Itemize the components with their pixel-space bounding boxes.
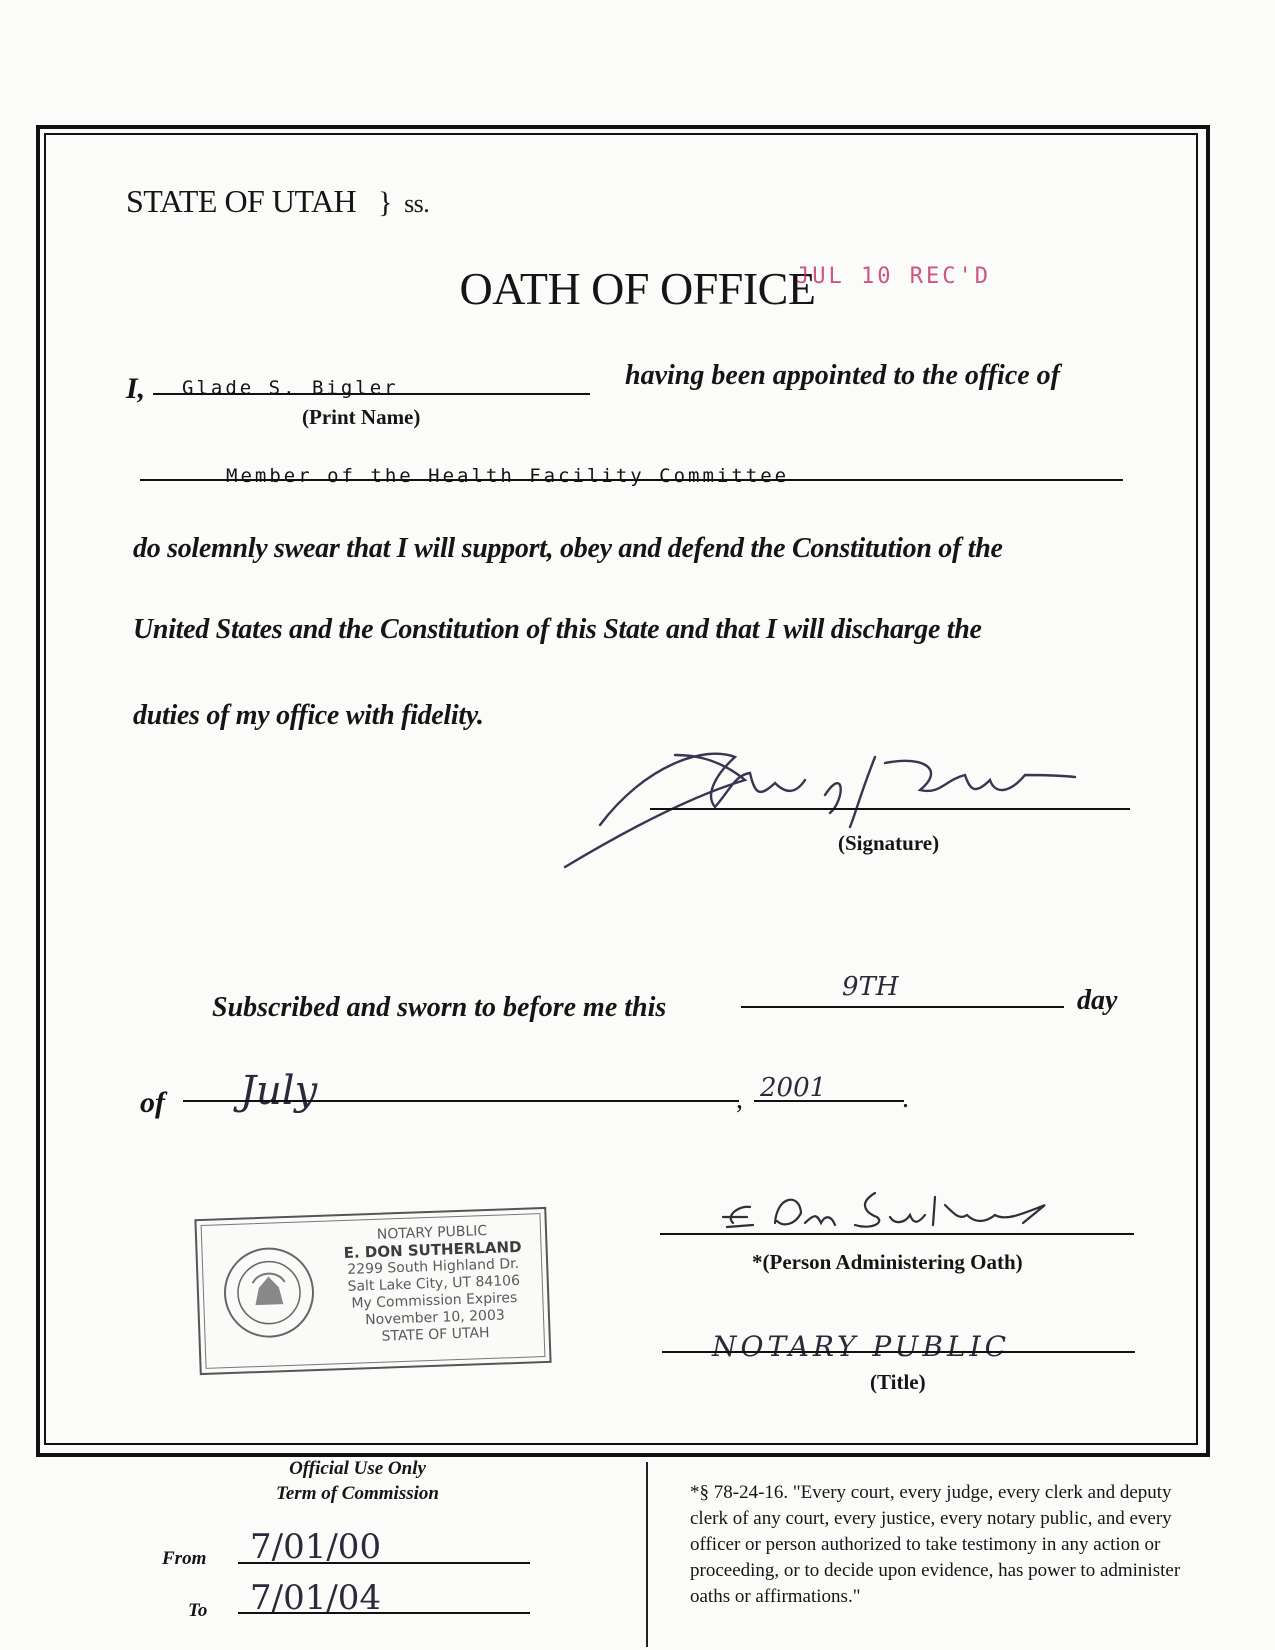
bottom-divider xyxy=(646,1462,648,1647)
from-value: 7/01/00 xyxy=(250,1527,382,1567)
to-label: To xyxy=(188,1600,208,1621)
title-line xyxy=(662,1351,1135,1353)
state-header xyxy=(126,183,429,220)
oath-prefix: I, xyxy=(126,372,146,405)
from-label: From xyxy=(162,1548,207,1569)
brace: } xyxy=(378,186,393,219)
print-name-label: (Print Name) xyxy=(302,405,421,429)
notary-seal xyxy=(194,1207,551,1375)
of-word: of xyxy=(140,1086,165,1119)
sworn-text: Subscribed and sworn to before me this xyxy=(212,992,667,1023)
day-value: 9TH xyxy=(842,972,899,1002)
received-stamp: JUL 10 REC'D xyxy=(796,264,991,289)
title-value: NOTARY PUBLIC xyxy=(712,1330,1011,1363)
from-line xyxy=(238,1562,530,1564)
to-line xyxy=(238,1612,530,1614)
seal-line-3: 2299 South Highland Dr. xyxy=(347,1255,520,1278)
period: . xyxy=(902,1083,909,1114)
month-value: July xyxy=(240,1068,318,1114)
oath-line-1: do solemnly swear that I will support, obey and defend the Constitution of the xyxy=(133,533,1003,564)
seal-line-4: Salt Lake City, UT 84106 xyxy=(347,1272,521,1295)
page-title: OATH OF OFFICE xyxy=(459,263,816,314)
oath-line-3: duties of my office with fidelity. xyxy=(133,700,484,731)
administrator-signature-image xyxy=(705,1175,1065,1237)
seal-line-2: E. DON SUTHERLAND xyxy=(343,1237,522,1262)
signature-line xyxy=(650,808,1130,810)
seal-text-block xyxy=(332,1221,536,1347)
day-word: day xyxy=(1077,985,1118,1016)
administrator-line xyxy=(660,1233,1134,1235)
oath-signature-image xyxy=(545,735,1145,885)
official-use-heading: Official Use Only xyxy=(289,1458,426,1479)
office-title: Member of the Health Facility Committee xyxy=(226,465,790,487)
seal-line-6: November 10, 2003 xyxy=(364,1307,506,1329)
appointed-text: having been appointed to the office of xyxy=(625,360,1060,391)
year-value: 2001 xyxy=(760,1073,827,1103)
office-line xyxy=(140,479,1123,481)
year-line xyxy=(754,1100,904,1102)
printed-name: Glade S. Bigler xyxy=(182,377,399,399)
state-seal-icon xyxy=(217,1241,320,1344)
term-heading: Term of Commission xyxy=(276,1483,439,1504)
to-value: 7/01/04 xyxy=(250,1578,382,1618)
oath-line-2: United States and the Constitution of this State and that I will discharge the xyxy=(133,614,982,645)
month-line xyxy=(183,1100,739,1102)
seal-line-5: My Commission Expires xyxy=(351,1289,518,1312)
signature-label: (Signature) xyxy=(838,831,940,855)
state-name: STATE OF UTAH xyxy=(126,183,357,219)
ss-abbrev: ss. xyxy=(404,189,430,218)
name-line xyxy=(153,393,590,395)
seal-line-7: STATE OF UTAH xyxy=(381,1324,490,1345)
statute-text: *§ 78-24-16. "Every court, every judge, every clerk and deputy clerk of any court, every justice, every notary public, and every officer or person authorized to take testimony in any action or proceeding, or to decide upon evidence, has power to administer oaths or affirmations." xyxy=(690,1482,1181,1607)
comma: , xyxy=(736,1084,743,1115)
seal-line-1: NOTARY PUBLIC xyxy=(376,1222,488,1243)
administrator-label: *(Person Administering Oath) xyxy=(752,1250,1023,1274)
title-label: (Title) xyxy=(870,1370,926,1394)
day-line xyxy=(741,1006,1064,1008)
